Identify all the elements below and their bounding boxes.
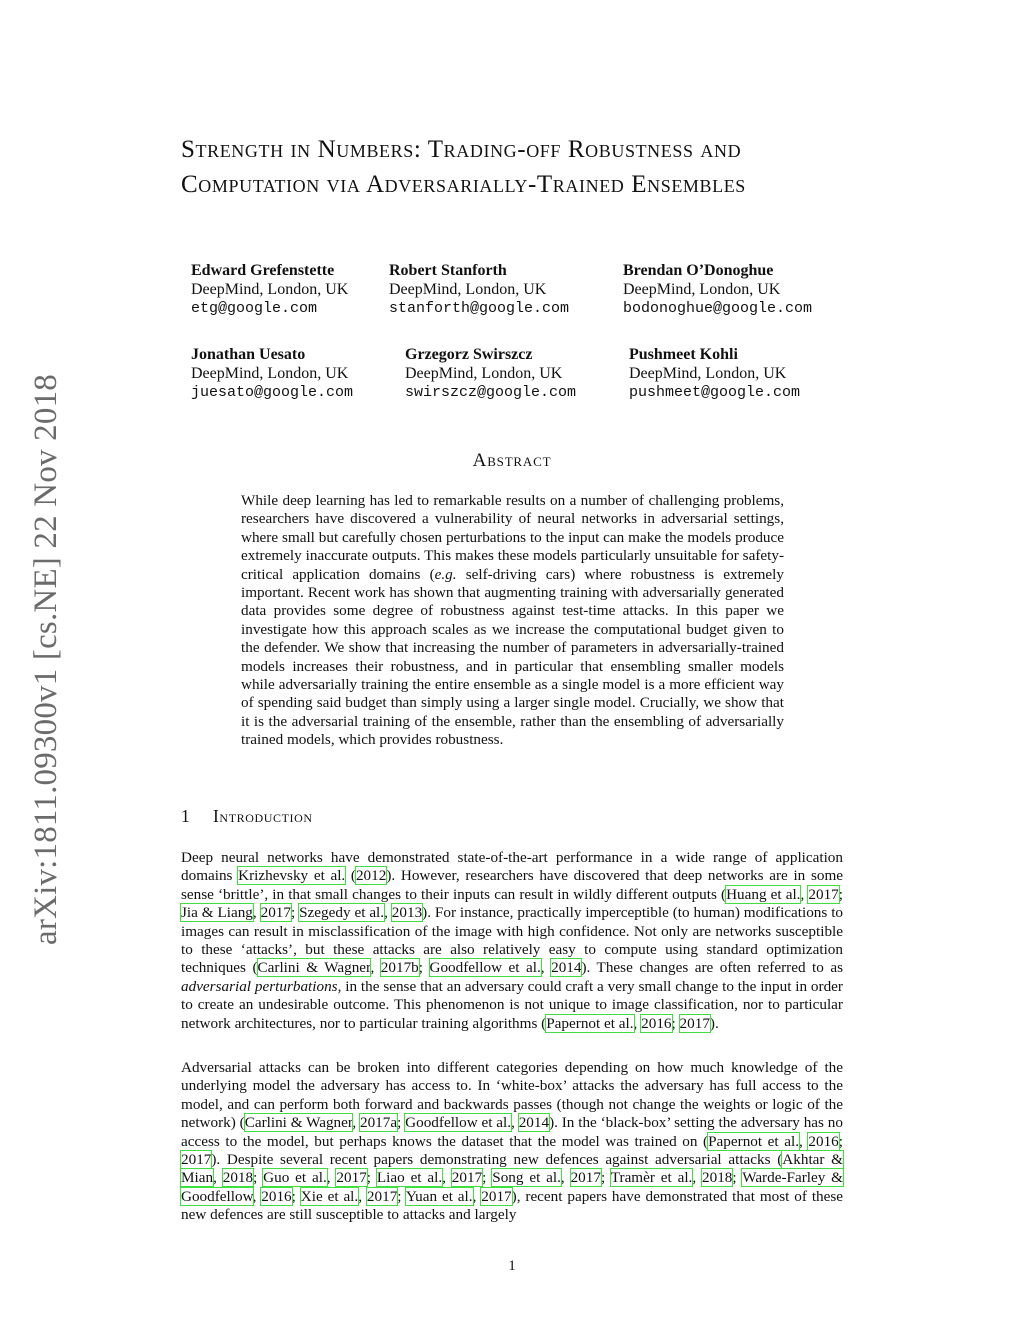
citation-link[interactable]: Song et al. xyxy=(492,1169,561,1187)
abstract-text: While deep learning has led to remarkable results on a number of challenging problems, researchers have discovered a vulnerability of neural networks in adversarial settings, where small but carefully chosen perturbations to the input can make the models produce extremely inaccurate outputs. This makes these models particularly unsuitable for safety-critical application domains (e.g. self-driving cars) where robustness is extremely important. Recent work has shown that augmenting training with adversarially generated data provides some degree of robustness against test-time attacks. In this paper we investigate how this approach scales as we increase the computational budget given to the defender. We show that increasing the number of parameters in adversarially-trained models increases their robustness, and in particular that ensembling smaller models while adversarially training the entire ensemble as a single model is a more efficient way of spending said budget than simply using a larger single model. Crucially, we show that it is the adversarial training of the ensemble, rather than the ensembling of adversarially trained models, which provides robustness. xyxy=(241,492,784,749)
citation-link[interactable]: 2013 xyxy=(391,904,423,922)
citation-link[interactable]: Akhtar & Mian xyxy=(181,1151,843,1187)
author-name: Brendan O’Donoghue xyxy=(623,262,774,279)
section-number: 1 xyxy=(181,806,191,826)
author-block xyxy=(629,345,800,402)
author-name: Robert Stanforth xyxy=(389,262,507,279)
author-block xyxy=(623,261,812,318)
intro-paragraph-2: Adversarial attacks can be broken into different categories depending on how much knowledge of the underlying model the adversary has access to. In ‘white-box’ attacks the adversary has full access to the model, and can perform both forward and backwards passes (though not change the weights or logic of the network) (Carlini & Wagner, 2017a; Goodfellow et al., 2014). In the ‘black-box’ setting the adversary has no access to the model, but perhaps knows the dataset that the model was trained on (Papernot et al., 2016; 2017). Despite several recent papers demonstrating new defences against adversarial attacks (Akhtar & Mian, 2018; Guo et al., 2017; Liao et al., 2017; Song et al., 2017; Tramèr et al., 2018; Warde-Farley & Goodfellow, 2016; Xie et al., 2017; Yuan et al., 2017), recent papers have demonstrated that most of these new defences are still susceptible to attacks and largely xyxy=(181,1059,844,1224)
citation-link[interactable]: Carlini & Wagner xyxy=(257,959,371,977)
citation-link[interactable]: Papernot et al. xyxy=(708,1132,799,1150)
citation-link[interactable]: 2016 xyxy=(808,1132,839,1150)
intro-paragraph-1: Deep neural networks have demonstrated state-of-the-art performance in a wide range of application domains Krizhevsky et al. (2012). However, researchers have discovered that deep networks are in some sense ‘brittle’, in that small changes to their inputs can result in wildly different outputs (Huang et al., 2017; Jia & Liang, 2017; Szegedy et al., 2013). For instance, practically imperceptible (to human) modifications to images can result in misclassification of the image with high confidence. Not only are networks susceptible to these ‘attacks’, but these attacks are also relatively easy to compute using standard optimization techniques (Carlini & Wagner, 2017b; Goodfellow et al., 2014). These changes are often referred to as adversarial perturbations, in the sense that an adversary could craft a very small change to the input in order to create an undesirable outcome. This phenomenon is not unique to image classification, nor to particular network architectures, nor to particular training algorithms (Papernot et al., 2016; 2017). xyxy=(181,849,844,1032)
citation-link[interactable]: 2012 xyxy=(355,867,387,885)
citation-link[interactable]: 2016 xyxy=(261,1187,292,1205)
citation-link[interactable]: Szegedy et al. xyxy=(299,904,385,922)
author-block xyxy=(191,345,353,402)
author-name: Grzegorz Swirszcz xyxy=(405,346,533,363)
section-title: Introduction xyxy=(213,806,313,826)
author-affiliation: DeepMind, London, UK xyxy=(405,365,563,382)
section-heading xyxy=(181,806,313,827)
citation-link[interactable]: Warde-Farley & Goodfellow xyxy=(181,1169,843,1205)
citation-link[interactable]: Papernot et al. xyxy=(546,1014,634,1032)
author-email[interactable]: etg@google.com xyxy=(191,300,318,317)
citation-link[interactable]: 2017 xyxy=(570,1169,601,1187)
citation-link[interactable]: 2014 xyxy=(518,1114,550,1132)
citation-link[interactable]: 2017 xyxy=(481,1187,512,1205)
author-block xyxy=(405,345,576,402)
citation-link[interactable]: Carlini & Wagner xyxy=(244,1114,353,1132)
author-affiliation: DeepMind, London, UK xyxy=(629,365,787,382)
citation-link[interactable]: 2018 xyxy=(702,1169,733,1187)
abstract-heading: Abstract xyxy=(472,450,552,471)
citation-link[interactable]: 2017 xyxy=(336,1169,367,1187)
citation-link[interactable]: 2014 xyxy=(551,959,582,977)
citation-link[interactable]: Liao et al. xyxy=(376,1169,443,1187)
author-affiliation: DeepMind, London, UK xyxy=(191,281,349,298)
citation-link[interactable]: Huang et al. xyxy=(726,885,801,903)
citation-link[interactable]: Guo et al. xyxy=(263,1169,327,1187)
author-email[interactable]: bodonoghue@google.com xyxy=(623,300,813,317)
citation-link[interactable]: 2017 xyxy=(451,1169,483,1187)
citation-link[interactable]: Yuan et al. xyxy=(405,1187,473,1205)
citation-link[interactable]: 2017 xyxy=(366,1187,398,1205)
citation-link[interactable]: Goodfellow et al. xyxy=(405,1114,512,1132)
citation-link[interactable]: 2018 xyxy=(222,1169,254,1187)
author-email[interactable]: swirszcz@google.com xyxy=(405,384,577,401)
page-number: 1 xyxy=(508,1258,516,1274)
author-affiliation: DeepMind, London, UK xyxy=(191,365,349,382)
citation-link[interactable]: 2017b xyxy=(380,959,419,977)
citation-link[interactable]: 2017 xyxy=(679,1014,710,1032)
citation-link[interactable]: 2017 xyxy=(260,904,291,922)
paper-title: Strength in Numbers: Trading-off Robustness and Computation via Adversarially-Trained Ensembles xyxy=(181,136,746,198)
arxiv-stamp: arXiv:1811.09300v1 [cs.NE] 22 Nov 2018 xyxy=(28,374,64,945)
citation-link[interactable]: Krizhevsky et al. xyxy=(238,867,346,885)
author-email[interactable]: pushmeet@google.com xyxy=(629,384,801,401)
author-email[interactable]: stanforth@google.com xyxy=(389,300,570,317)
author-block xyxy=(389,261,569,318)
author-block xyxy=(191,261,348,318)
author-name: Jonathan Uesato xyxy=(191,346,306,363)
author-email[interactable]: juesato@google.com xyxy=(191,384,354,401)
author-name: Pushmeet Kohli xyxy=(629,346,738,363)
citation-link[interactable]: Goodfellow et al. xyxy=(429,959,541,977)
citation-link[interactable]: Tramèr et al. xyxy=(610,1169,693,1187)
citation-link[interactable]: 2017 xyxy=(808,885,839,903)
author-affiliation: DeepMind, London, UK xyxy=(389,281,547,298)
author-affiliation: DeepMind, London, UK xyxy=(623,281,781,298)
citation-link[interactable]: 2017 xyxy=(181,1151,212,1169)
author-name: Edward Grefenstette xyxy=(191,262,335,279)
citation-link[interactable]: 2016 xyxy=(641,1014,672,1032)
citation-link[interactable]: Xie et al. xyxy=(300,1187,359,1205)
citation-link[interactable]: 2017a xyxy=(359,1114,398,1132)
citation-link[interactable]: Jia & Liang xyxy=(181,904,253,922)
